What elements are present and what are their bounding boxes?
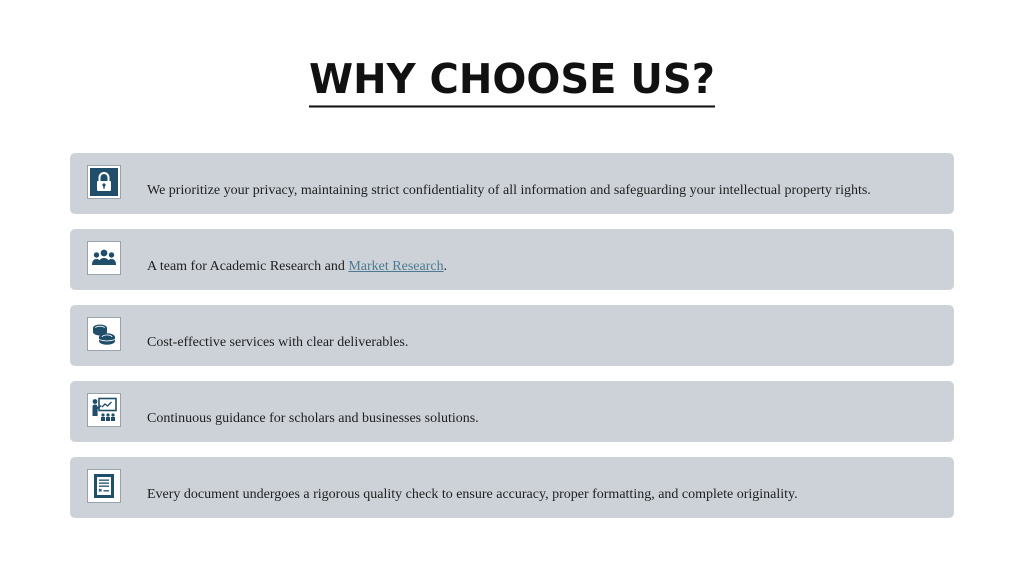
feature-card-quality (70, 457, 954, 518)
market-research-link[interactable]: Market Research (348, 259, 444, 274)
features-list (70, 153, 954, 533)
feature-card-privacy (70, 153, 954, 214)
document-icon (87, 469, 121, 503)
feature-text-cost: Cost-effective services with clear deliverables. (147, 335, 409, 350)
feature-card-cost (70, 305, 954, 366)
team-icon (87, 241, 121, 275)
feature-text-team (147, 257, 447, 277)
feature-text-guidance: Continuous guidance for scholars and businesses solutions. (147, 411, 479, 426)
feature-text-privacy: We prioritize your privacy, maintaining strict confidentiality of all information and safeguarding your intellectual property rights. (147, 183, 871, 198)
feature-text-quality: Every document undergoes a rigorous quality check to ensure accuracy, proper formatting, and complete originality. (147, 487, 798, 502)
lock-icon (87, 165, 121, 199)
feature-text-team-before: A team for Academic Research and (147, 259, 349, 274)
feature-card-team (70, 229, 954, 290)
feature-card-guidance (70, 381, 954, 442)
feature-text-team-after: . (443, 259, 448, 274)
page-title-text: WHY CHOOSE US? (309, 57, 715, 108)
teacher-presentation-icon (87, 393, 121, 427)
page-title (0, 56, 1024, 107)
coins-icon (87, 317, 121, 351)
